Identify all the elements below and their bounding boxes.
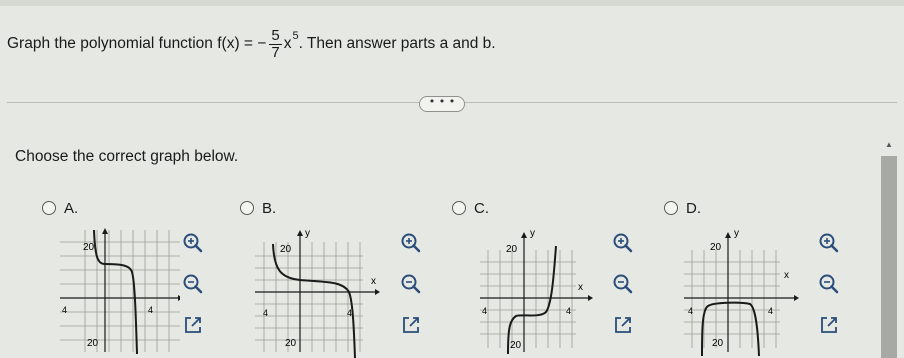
- x-axis-label: x: [578, 282, 583, 293]
- x-axis-label: x: [784, 270, 789, 281]
- zoom-out-icon[interactable]: [400, 273, 422, 295]
- y-axis-label: y: [305, 228, 310, 239]
- more-button[interactable]: • • •: [419, 96, 465, 112]
- scroll-up-arrow-icon[interactable]: ▲: [885, 140, 893, 149]
- zoom-out-icon[interactable]: [612, 273, 634, 295]
- zoom-out-icon[interactable]: [818, 273, 840, 295]
- curve: [94, 230, 137, 354]
- x-min-label: 4: [482, 306, 488, 316]
- open-new-window-icon[interactable]: [818, 314, 840, 336]
- scrollbar-thumb[interactable]: [881, 156, 897, 358]
- y-max-label: 20: [83, 242, 95, 253]
- graph-a: [40, 222, 180, 358]
- variable: x: [283, 35, 292, 52]
- fraction-denominator: 7: [271, 43, 280, 61]
- zoom-in-icon[interactable]: [818, 232, 840, 254]
- zoom-in-icon[interactable]: [182, 232, 204, 254]
- x-min-label: 4: [688, 306, 694, 316]
- question-suffix: . Then answer parts a and b.: [298, 35, 496, 52]
- y-max-label: 20: [710, 242, 722, 253]
- top-bar: [0, 0, 904, 6]
- option-b[interactable]: [240, 198, 276, 218]
- radio-button[interactable]: [42, 201, 56, 215]
- curve: [702, 303, 759, 356]
- y-min-label: 20: [712, 338, 724, 349]
- graph-b: [255, 222, 395, 358]
- option-label: B.: [262, 199, 277, 217]
- open-new-window-icon[interactable]: [182, 314, 204, 336]
- radio-button[interactable]: [664, 201, 678, 215]
- fraction-numerator: 5: [271, 26, 280, 44]
- question-text: [7, 26, 496, 62]
- zoom-in-icon[interactable]: [400, 232, 422, 254]
- option-label: A.: [64, 199, 79, 217]
- y-max-label: 20: [280, 244, 292, 255]
- x-axis-label: x: [371, 276, 376, 287]
- x-min-label: 4: [62, 305, 68, 315]
- instruction-text: Choose the correct graph below.: [15, 148, 239, 165]
- x-min-label: 4: [263, 308, 269, 318]
- y-min-label: 20: [87, 338, 99, 349]
- open-new-window-icon[interactable]: [400, 314, 422, 336]
- graph-c: [470, 222, 610, 358]
- radio-button[interactable]: [240, 201, 254, 215]
- zoom-in-icon[interactable]: [612, 232, 634, 254]
- exponent: 5: [292, 30, 299, 42]
- radio-button[interactable]: [452, 201, 466, 215]
- x-max-label: 4: [148, 305, 154, 315]
- question-prefix: Graph the polynomial function f(x) = −: [7, 35, 267, 52]
- open-new-window-icon[interactable]: [612, 314, 634, 336]
- y-min-label: 20: [285, 338, 297, 349]
- graph-d: [680, 222, 820, 358]
- option-a[interactable]: [42, 198, 78, 218]
- y-min-label: 20: [510, 340, 522, 351]
- x-max-label: 4: [347, 308, 353, 318]
- y-max-label: 20: [506, 244, 518, 255]
- zoom-out-icon[interactable]: [182, 273, 204, 295]
- y-axis-label: y: [530, 228, 535, 239]
- option-d[interactable]: [664, 198, 701, 218]
- option-label: D.: [686, 199, 701, 217]
- x-max-label: 4: [768, 306, 774, 316]
- option-c[interactable]: [452, 198, 489, 218]
- fraction: [269, 28, 281, 61]
- x-max-label: 4: [566, 306, 572, 316]
- option-label: C.: [474, 199, 489, 217]
- y-axis-label: y: [734, 228, 739, 239]
